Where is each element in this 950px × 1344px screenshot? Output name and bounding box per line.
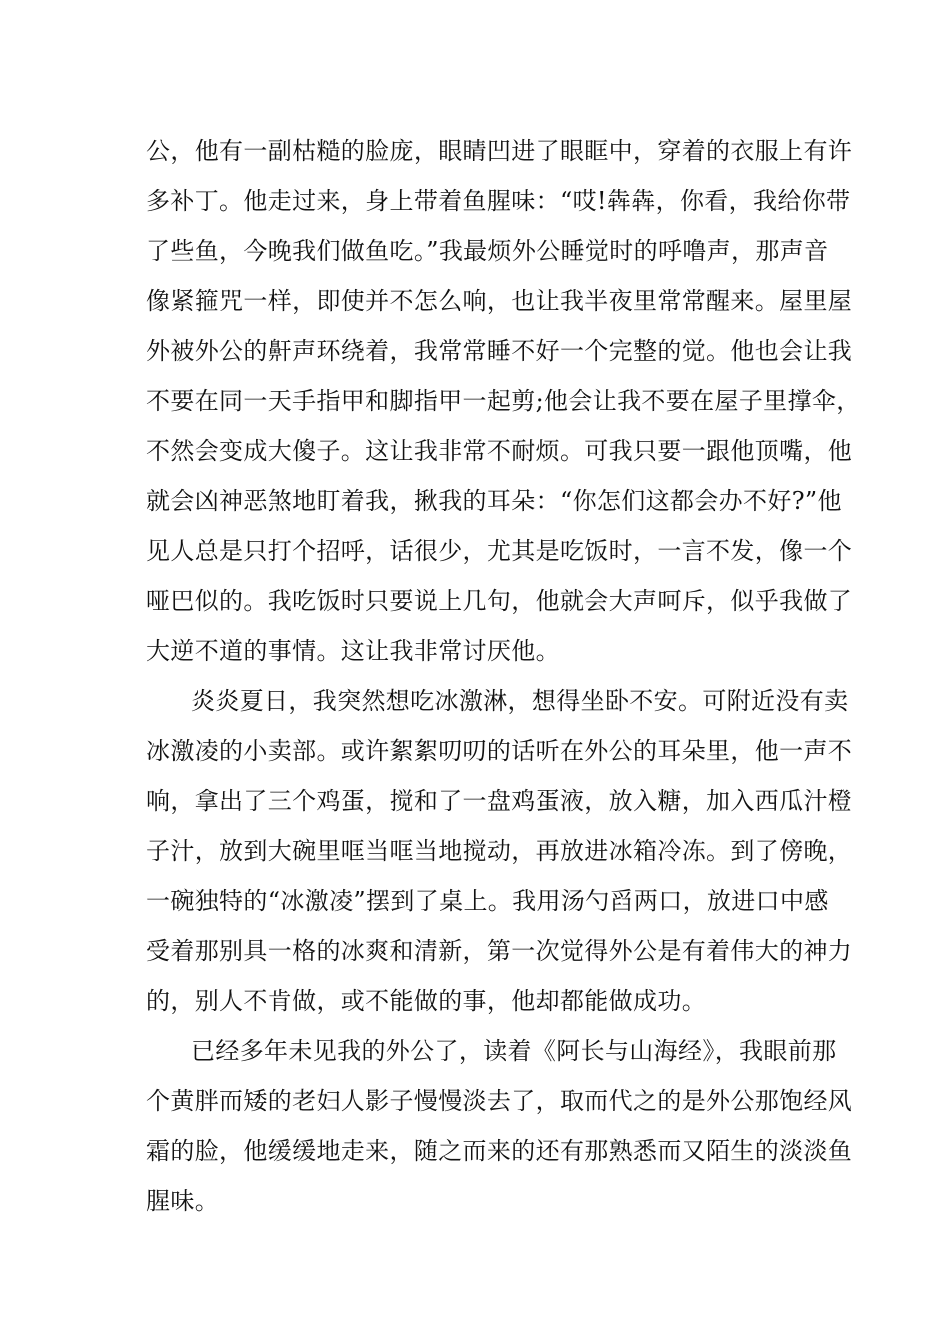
text-line: 见人总是只打个招呼，话很少，尤其是吃饭时，一言不发，像一个 [146,537,853,565]
text-line: 腥味。 [146,1187,220,1215]
text-line: 像紧箍咒一样，即使并不怎么响，也让我半夜里常常醒来。屋里屋 [146,287,853,315]
text-line: 不然会变成大傻子。这让我非常不耐烦。可我只要一跟他顶嘴，他 [146,437,853,465]
text-line: 冰激凌的小卖部。或许絮絮叨叨的话听在外公的耳朵里，他一声不 [146,737,853,765]
text-line: 就会凶神恶煞地盯着我，揪我的耳朵：“你怎们这都会办不好?”他 [146,487,842,515]
paragraph-start-line: 炎炎夏日，我突然想吃冰激淋，想得坐卧不安。可附近没有卖 [191,687,849,715]
text-line: 响，拿出了三个鸡蛋，搅和了一盘鸡蛋液，放入糖，加入西瓜汁橙 [146,787,853,815]
text-line: 多补丁。他走过来，身上带着鱼腥味：“哎!犇犇，你看，我给你带 [146,187,851,215]
paragraph-start-line: 已经多年未见我的外公了，读着《阿长与山海经》，我眼前那 [191,1037,837,1065]
text-line: 了些鱼，今晚我们做鱼吃。”我最烦外公睡觉时的呼噜声，那声音 [146,237,829,265]
text-line: 外被外公的鼾声环绕着，我常常睡不好一个完整的觉。他也会让我 [146,337,853,365]
text-line: 不要在同一天手指甲和脚指甲一起剪;他会让我不要在屋子里撑伞， [146,387,861,415]
text-line: 的，别人不肯做，或不能做的事，他却都能做成功。 [146,987,707,1015]
text-line: 子汁，放到大碗里哐当哐当地搅动，再放进冰箱冷冻。到了傍晚， [146,837,853,865]
text-line: 一碗独特的“冰激凌”摆到了桌上。我用汤勺舀两口，放进口中感 [146,887,829,915]
text-line: 哑巴似的。我吃饭时只要说上几句，他就会大声呵斥，似乎我做了 [146,587,853,615]
text-line: 个黄胖而矮的老妇人影子慢慢淡去了，取而代之的是外公那饱经风 [146,1087,853,1115]
text-line: 受着那别具一格的冰爽和清新，第一次觉得外公是有着伟大的神力 [146,937,853,965]
text-line: 大逆不道的事情。这让我非常讨厌他。 [146,637,560,665]
text-line: 公，他有一副枯糙的脸庞，眼睛凹进了眼眶中，穿着的衣服上有许 [146,137,853,165]
text-line: 霜的脸，他缓缓地走来，随之而来的还有那熟悉而又陌生的淡淡鱼 [146,1137,853,1165]
